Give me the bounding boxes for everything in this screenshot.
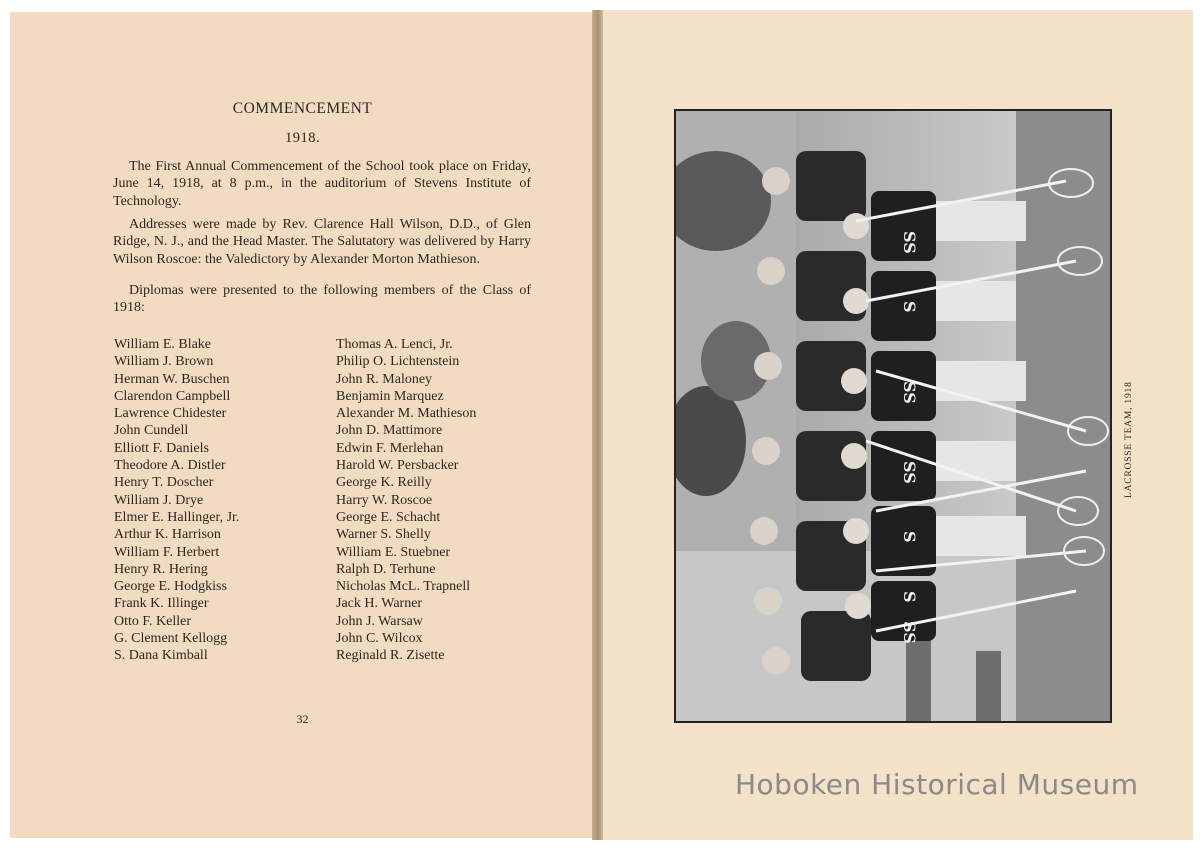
list-item: George E. Hodgkiss — [114, 579, 227, 595]
list-item: George E. Schacht — [336, 509, 441, 525]
list-item: Elmer E. Hallinger, Jr. — [114, 509, 240, 525]
list-item: Edwin F. Merlehan — [336, 440, 444, 456]
list-item: William E. Stuebner — [336, 544, 451, 560]
list-item: Clarendon Campbell — [114, 388, 231, 404]
list-item: Theodore A. Distler — [114, 458, 226, 474]
list-item: Henry T. Doscher — [114, 475, 214, 491]
list-item: Warner S. Shelly — [336, 527, 431, 543]
graduate-list-col2 — [336, 336, 476, 665]
list-item: Harry W. Roscoe — [336, 492, 433, 508]
list-item: Henry R. Hering — [114, 561, 208, 577]
list-item: Thomas A. Lenci, Jr. — [336, 337, 453, 352]
list-item: John J. Warsaw — [336, 613, 423, 629]
list-item: John D. Mattimore — [336, 423, 443, 439]
paragraph-text: Addresses were made by Rev. Clarence Hall Wilson, D.D., of Glen Ridge, N. J., and the Head Master. The Salutatory was delivered by Harry Wilson Roscoe: the Valedictory by Alexander Morton Mathieson. — [113, 217, 531, 267]
jersey-letter: SS — [900, 461, 919, 484]
list-item: William E. Blake — [114, 337, 212, 352]
list-item: William F. Herbert — [114, 544, 220, 560]
jersey-letter: SS — [900, 621, 919, 644]
left-page — [10, 12, 595, 838]
list-item: Jack H. Warner — [336, 596, 423, 612]
list-item: John C. Wilcox — [336, 631, 423, 647]
list-item: Philip O. Lichtenstein — [336, 354, 460, 370]
paragraph-diplomas — [113, 282, 531, 317]
list-item: George K. Reilly — [336, 475, 432, 491]
list-item: Elliott F. Daniels — [114, 440, 209, 456]
list-item: S. Dana Kimball — [114, 648, 208, 664]
list-item: John Cundell — [114, 423, 189, 439]
paragraph-addresses — [113, 216, 531, 268]
paragraph-text: Diplomas were presented to the following members of the Class of 1918: — [113, 283, 531, 316]
paragraph-text: The First Annual Commencement of the School took place on Friday, June 14, 1918, at 8 p.m., in the auditorium of Stevens Institute of Technology. — [113, 159, 531, 209]
list-item: Alexander M. Mathieson — [336, 406, 477, 422]
photo-caption: LACROSSE TEAM, 1918 — [1124, 381, 1134, 499]
jersey-letter: S — [900, 531, 919, 543]
list-item: William J. Brown — [114, 354, 214, 370]
list-item: Arthur K. Harrison — [114, 527, 221, 543]
list-item: William J. Drye — [114, 492, 204, 508]
list-item: G. Clement Kellogg — [114, 631, 228, 647]
right-page — [603, 10, 1193, 840]
list-item: Nicholas McL. Trapnell — [336, 579, 471, 595]
graduate-list-col1 — [114, 336, 239, 665]
list-item: Herman W. Buschen — [114, 371, 230, 387]
list-item: Benjamin Marquez — [336, 388, 444, 404]
jersey-letter: S — [900, 301, 919, 313]
museum-watermark: Hoboken Historical Museum — [735, 768, 1139, 801]
jersey-letter: S — [900, 591, 919, 603]
list-item: Ralph D. Terhune — [336, 561, 436, 577]
list-item: Lawrence Chidester — [114, 406, 227, 422]
page-subtitle-year: 1918. — [284, 130, 321, 146]
paragraph-commencement — [113, 158, 531, 210]
list-item: Reginald R. Zisette — [336, 648, 445, 664]
page-title: COMMENCEMENT — [232, 100, 373, 117]
team-photo-illustration — [676, 111, 1110, 721]
list-item: Harold W. Persbacker — [336, 458, 459, 474]
list-item: John R. Maloney — [336, 371, 433, 387]
list-item: Frank K. Illinger — [114, 596, 209, 612]
jersey-letter: SS — [900, 231, 919, 254]
page-number: 32 — [296, 712, 309, 726]
jersey-letter: SS — [900, 381, 919, 404]
team-photo — [674, 109, 1112, 723]
list-item: Otto F. Keller — [114, 613, 192, 629]
